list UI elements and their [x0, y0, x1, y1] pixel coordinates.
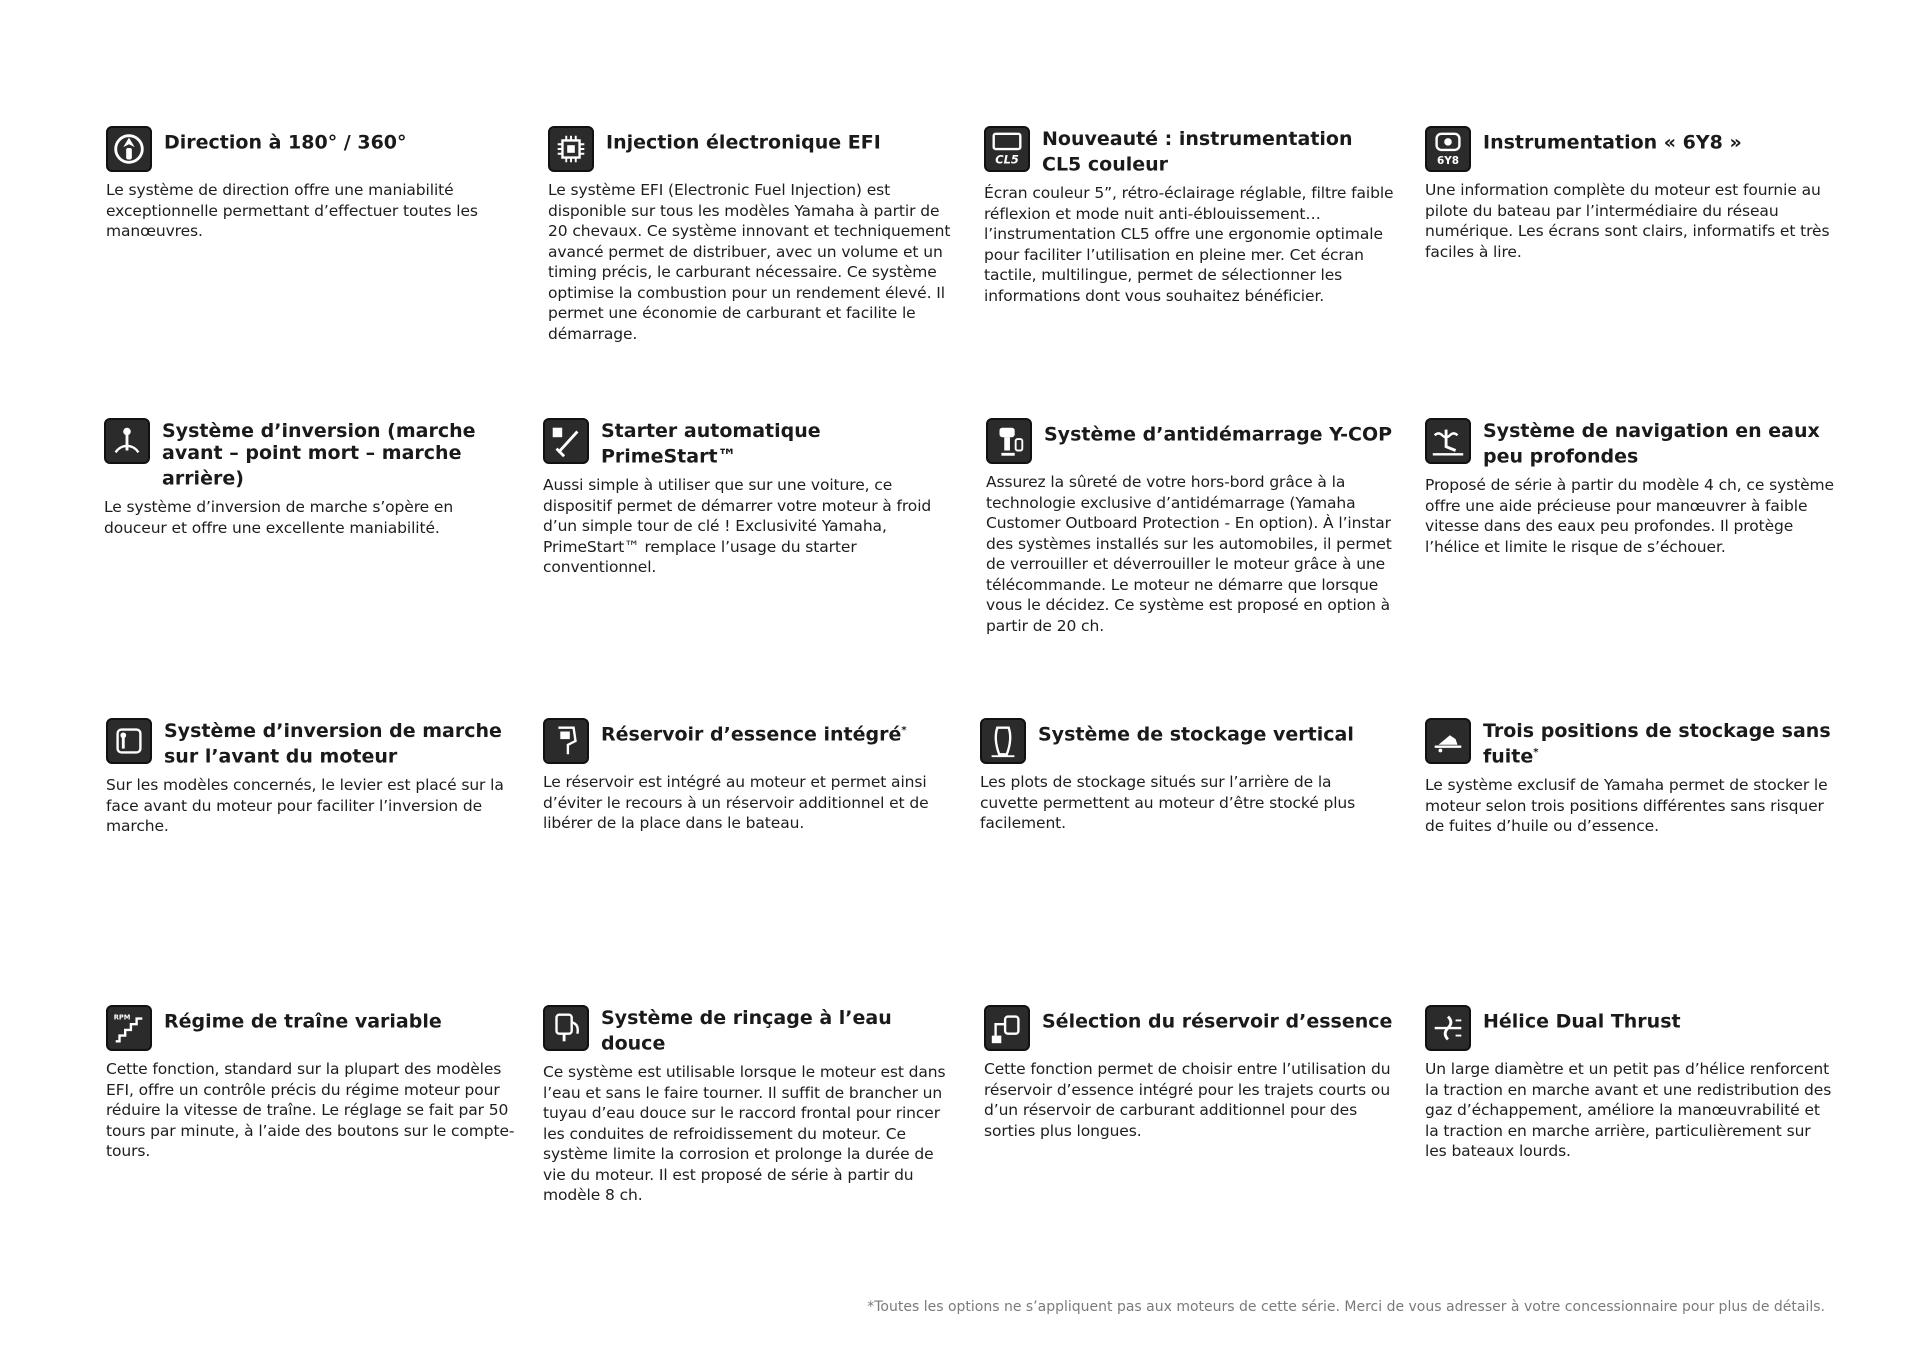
- feature-text: Écran couleur 5”, rétro-éclairage réglable, filtre faible réflexion et mode nuit anti-éblouissement… l’instrumentation CL5 offre une ergonomie optimale pour faciliter l’utilisation en pleine mer. Cet écran tactile, multilingue, permet de sélectionner les informations dont vous souhaitez bénéficier.: [984, 184, 1394, 305]
- feature-rpm-trolling: [106, 1005, 516, 1162]
- feature-text: Le réservoir est intégré au moteur et permet ainsi d’éviter le recours à un réservoir additionnel et de libérer de la place dans le bateau.: [543, 773, 929, 832]
- feature-title: Système d’antidémarrage Y-COP: [1044, 423, 1393, 446]
- feature-text: Une information complète du moteur est fournie au pilote du bateau par l’intermédiaire du réseau numérique. Les écrans sont clairs, informatifs et très faciles à lire.: [1425, 181, 1830, 261]
- feature-fuel-selector: [984, 1005, 1394, 1141]
- ycop-immobilizer-icon: [986, 418, 1032, 464]
- feature-text: Aussi simple à utiliser que sur une voiture, ce dispositif permet de démarrer votre moteur à froid d’un simple tour de clé ! Exclusivité Yamaha, PrimeStart™ remplace l’usage du starter conventionnel.: [543, 476, 932, 577]
- feature-text: Le système d’inversion de marche s’opère en douceur et offre une excellente maniabilité.: [104, 498, 454, 537]
- feature-text: Les plots de stockage situés sur l’arrière de la cuvette permettent au moteur d’être stocké plus facilement.: [980, 773, 1356, 832]
- feature-6y8: [1425, 126, 1835, 262]
- feature-text: Cette fonction permet de choisir entre l’utilisation du réservoir d’essence intégré pour les trajets courts ou d’un réservoir de carburant additionnel pour des sorties plus longues.: [984, 1060, 1391, 1140]
- feature-efi: [548, 126, 958, 344]
- feature-title: Trois positions de stockage sans fuite*: [1483, 720, 1831, 768]
- svg-text:CL5: CL5: [995, 152, 1019, 167]
- feature-integrated-tank: [543, 718, 953, 834]
- feature-title: Direction à 180° / 360°: [164, 131, 407, 154]
- feature-title: Sélection du réservoir d’essence: [1042, 1010, 1393, 1033]
- feature-shallow-water: [1425, 418, 1835, 557]
- feature-title: Injection électronique EFI: [606, 131, 881, 154]
- feature-text: Le système exclusif de Yamaha permet de stocker le moteur selon trois positions différentes sans risquer de fuites d’huile ou d’essence.: [1425, 776, 1828, 836]
- efi-chip-icon: [548, 126, 594, 172]
- feature-dual-thrust: [1425, 1005, 1835, 1162]
- leakfree-storage-icon: [1425, 718, 1471, 764]
- feature-text: Sur les modèles concernés, le levier est placé sur la face avant du moteur pour faciliter l’inversion de marche.: [106, 776, 504, 836]
- feature-title: Starter automatique PrimeStart™: [601, 420, 821, 468]
- feature-title: Système de rinçage à l’eau douce: [601, 1007, 892, 1055]
- cl5-display-icon: [984, 126, 1030, 172]
- feature-text: Le système de direction offre une maniabilité exceptionnelle permettant d’effectuer toutes les manœuvres.: [106, 181, 478, 240]
- footnote: *Toutes les options ne s’appliquent pas aux moteurs de cette série. Merci de vous adresser à votre concessionnaire pour plus de détails.: [867, 1299, 1825, 1315]
- shift-lever-icon: [104, 418, 150, 464]
- svg-text:RPM: RPM: [113, 1013, 131, 1022]
- feature-cl5: [984, 126, 1394, 306]
- fuel-selector-icon: [984, 1005, 1030, 1051]
- feature-text: Ce système est utilisable lorsque le moteur est dans l’eau et sans le faire tourner. Il suffit de brancher un tuyau d’eau douce sur le raccord frontal pour rincer les conduites de refroidissement du moteur. Ce système limite la corrosion et prolonge la durée de vie du moteur. Il est proposé de série à partir du modèle 8 ch.: [543, 1063, 946, 1205]
- feature-text: Proposé de série à partir du modèle 4 ch, ce système offre une aide précieuse pour manœuvrer à faible vitesse dans des eaux peu profondes. Il protège l’hélice et limite le risque de s’échouer.: [1425, 476, 1834, 556]
- feature-title: Système d’inversion (marche avant – point mort – marche arrière): [162, 420, 476, 490]
- feature-shift-system: [104, 418, 514, 538]
- rpm-trolling-icon: [106, 1005, 152, 1051]
- feature-title: Réservoir d’essence intégré*: [601, 723, 907, 746]
- feature-freshwater-flush: [543, 1005, 953, 1206]
- feature-text: Un large diamètre et un petit pas d’hélice renforcent la traction en marche avant et une redistribution des gaz d’échappement, améliore la manœuvrabilité et la traction en marche arrière, particulièrement sur les bateaux lourds.: [1425, 1060, 1832, 1160]
- freshwater-flush-icon: [543, 1005, 589, 1051]
- svg-text:6Y8: 6Y8: [1436, 155, 1460, 168]
- feature-text: Le système EFI (Electronic Fuel Injection) est disponible sur tous les modèles Yamaha à partir de 20 chevaux. Ce système innovant et techniquement avancé permet de distribuer, avec un volume et un timing précis, le carburant nécessaire. Ce système optimise la combustion pour un rendement élevé. Il permet une économie de carburant et facilite le démarrage.: [548, 181, 951, 343]
- integrated-tank-icon: [543, 718, 589, 764]
- feature-ycop: [986, 418, 1396, 636]
- feature-primestart: [543, 418, 953, 578]
- feature-title: Régime de traîne variable: [164, 1010, 442, 1033]
- feature-leakfree-storage: [1425, 718, 1835, 837]
- feature-title: Système de stockage vertical: [1038, 723, 1354, 746]
- feature-vertical-storage: [980, 718, 1390, 834]
- steering-360-icon: [106, 126, 152, 172]
- feature-direction: [106, 126, 516, 242]
- primestart-icon: [543, 418, 589, 464]
- shallow-water-icon: [1425, 418, 1471, 464]
- feature-title: Instrumentation « 6Y8 »: [1483, 131, 1742, 154]
- vertical-storage-icon: [980, 718, 1026, 764]
- feature-title: Système de navigation en eaux peu profondes: [1483, 420, 1820, 468]
- feature-title: Hélice Dual Thrust: [1483, 1010, 1681, 1033]
- feature-text: Cette fonction, standard sur la plupart des modèles EFI, offre un contrôle précis du régime moteur pour réduire la vitesse de traîne. Le réglage se fait par 50 tours par minute, à l’aide des boutons sur le compte-tours.: [106, 1060, 515, 1160]
- 6y8-gauge-icon: [1425, 126, 1471, 172]
- feature-front-shift: [106, 718, 516, 837]
- front-shift-icon: [106, 718, 152, 764]
- feature-title: Nouveauté : instrumentation CL5 couleur: [1042, 128, 1353, 176]
- feature-text: Assurez la sûreté de votre hors-bord grâce à la technologie exclusive d’antidémarrage (Yamaha Customer Outboard Protection - En option). À l’instar des systèmes installés sur les automobiles, il permet de verrouiller et déverrouiller le moteur grâce à une télécommande. Le moteur ne démarre que lorsque vous le décidez. Ce système est proposé en option à partir de 20 ch.: [986, 473, 1392, 635]
- dual-thrust-propeller-icon: [1425, 1005, 1471, 1051]
- feature-title: Système d’inversion de marche sur l’avant du moteur: [164, 720, 502, 768]
